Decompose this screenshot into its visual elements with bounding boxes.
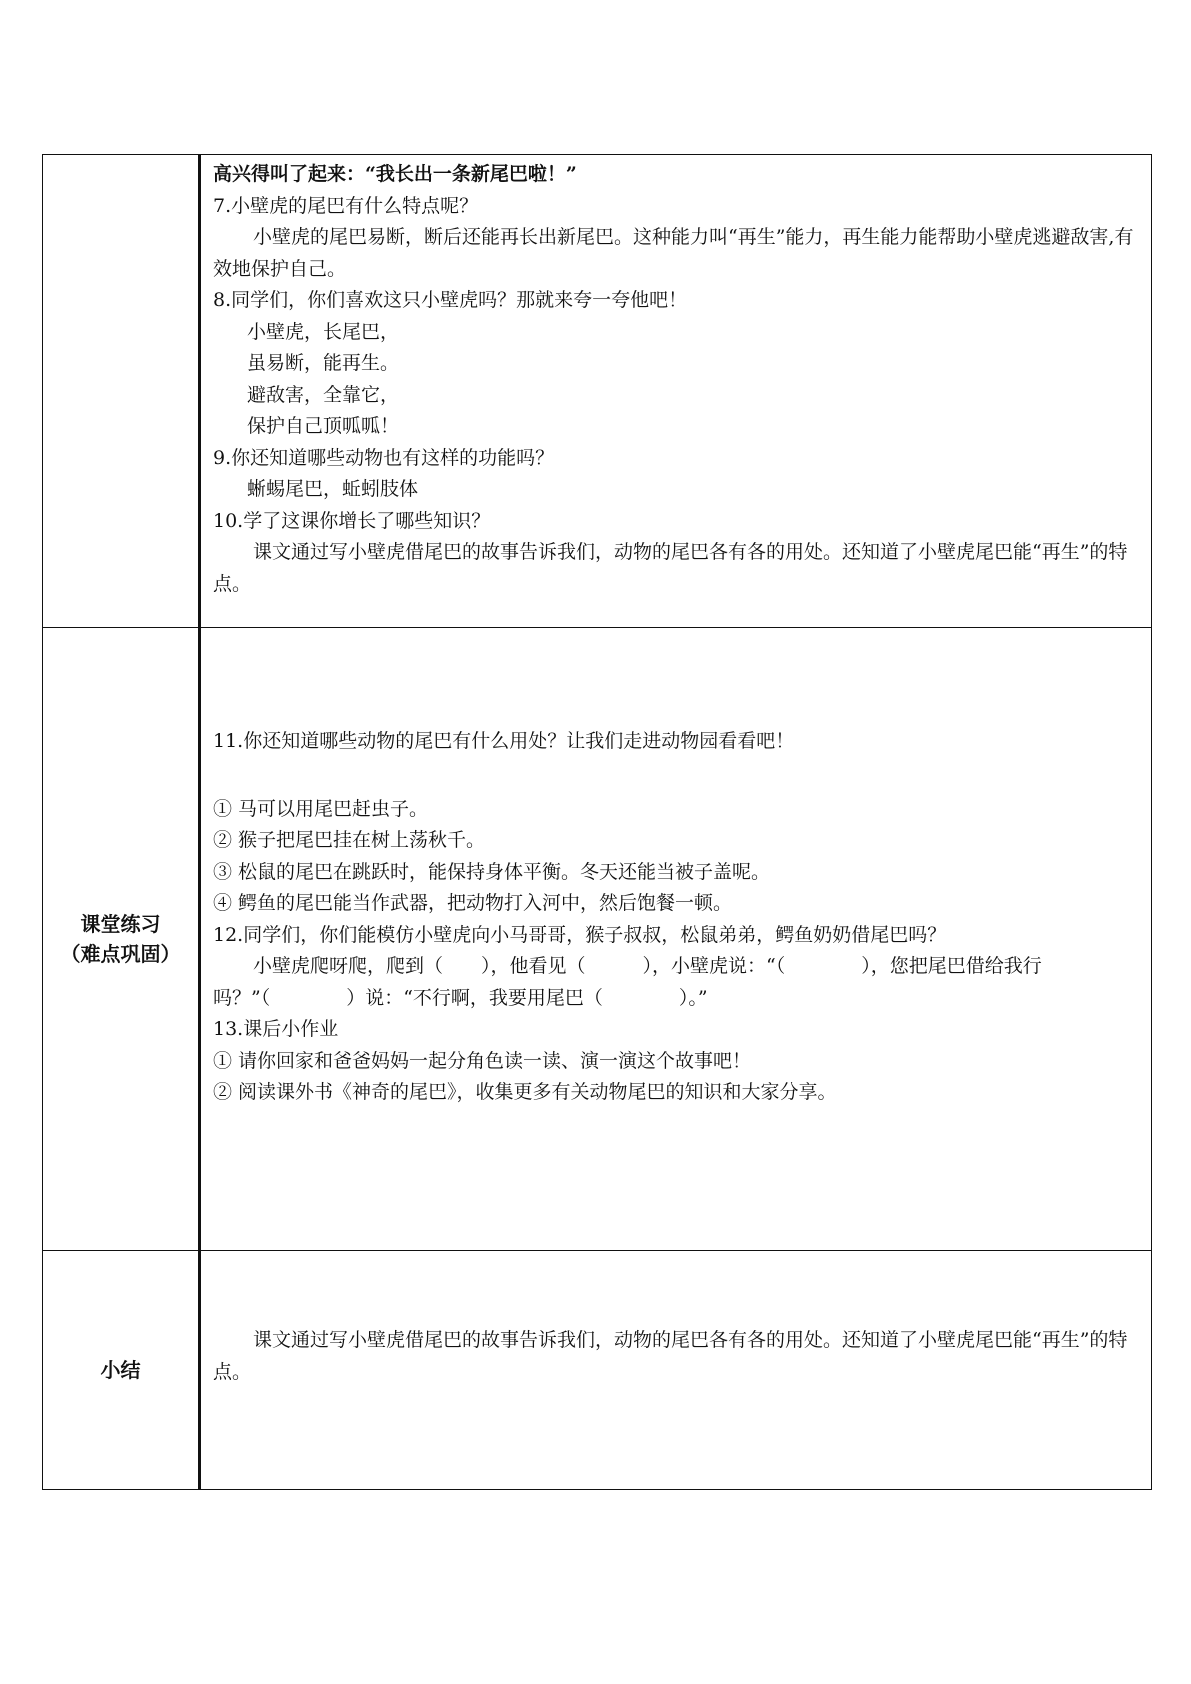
content-cell — [200, 1251, 1152, 1490]
rhyme-line: 保护自己顶呱呱！ — [247, 415, 400, 437]
question-12: 12.同学们，你们能模仿小壁虎向小马哥哥，猴子叔叔，松鼠弟弟，鳄鱼奶奶借尾巴吗？ — [213, 923, 947, 946]
answer-7: 小壁虎的尾巴易断，断后还能再长出新尾巴。这种能力叫“再生”能力，再生能力能帮助小壁虎逃避敌害,有效地保护自己。 — [213, 226, 1134, 280]
rhyme-line: 虽易断，能再生。 — [247, 352, 400, 374]
list-item: ④ 鳄鱼的尾巴能当作武器，把动物打入河中，然后饱餐一顿。 — [213, 892, 733, 914]
question-9: 9.你还知道哪些动物也有这样的功能吗？ — [213, 446, 555, 469]
question-11: 11.你还知道哪些动物的尾巴有什么用处？让我们走进动物园看看吧！ — [213, 730, 795, 752]
label-practice-sub: （难点巩固） — [60, 942, 181, 966]
question-8: 8.同学们，你们喜欢这只小壁虎吗？那就来夸一夸他吧！ — [213, 289, 688, 311]
rhyme-line: 小壁虎，长尾巴， — [247, 320, 400, 343]
label-practice: 课堂练习 — [80, 912, 161, 936]
answer-9: 蜥蜴尾巴，蚯蚓肢体 — [247, 478, 419, 500]
summary-text: 课文通过写小壁虎借尾巴的故事告诉我们，动物的尾巴各有各的用处。还知道了小壁虎尾巴能“再生”的特点。 — [213, 1329, 1128, 1383]
list-item: ② 阅读课外书《神奇的尾巴》，收集更多有关动物尾巴的知识和大家分享。 — [213, 1081, 837, 1103]
text-line: 高兴得叫了起来：“我长出一条新尾巴啦！” — [213, 163, 577, 185]
content-cell — [200, 628, 1152, 1251]
table-row — [43, 628, 1152, 1251]
question-10: 10.学了这课你增长了哪些知识？ — [213, 509, 491, 532]
table-row — [43, 1251, 1152, 1490]
row-label-empty — [43, 155, 200, 628]
list-item: ① 请你回家和爸爸妈妈一起分角色读一读、演一演这个故事吧！ — [213, 1049, 752, 1072]
lesson-table — [42, 154, 1152, 1490]
row-label-practice — [43, 628, 200, 1251]
content-cell — [200, 155, 1152, 628]
list-item: ③ 松鼠的尾巴在跳跃时，能保持身体平衡。冬天还能当被子盖呢。 — [213, 860, 771, 883]
list-item: ② 猴子把尾巴挂在树上荡秋千。 — [213, 829, 486, 851]
answer-10: 课文通过写小壁虎借尾巴的故事告诉我们，动物的尾巴各有各的用处。还知道了小壁虎尾巴能“再生”的特点。 — [213, 541, 1128, 595]
row-label-summary — [43, 1251, 200, 1490]
table-row — [43, 155, 1152, 628]
rhyme-line: 避敌害，全靠它， — [247, 383, 400, 406]
fill-blank-text: 小壁虎爬呀爬，爬到（ ），他看见（ ），小壁虎说：“（ ），您把尾巴借给我行吗？”（ ）说：“不行啊，我要用尾巴（ ）。” — [213, 955, 1042, 1009]
label-summary: 小结 — [100, 1358, 141, 1382]
list-item: ① 马可以用尾巴赶虫子。 — [213, 797, 429, 820]
question-7: 7.小壁虎的尾巴有什么特点呢？ — [213, 194, 479, 217]
question-13: 13.课后小作业 — [213, 1018, 339, 1040]
